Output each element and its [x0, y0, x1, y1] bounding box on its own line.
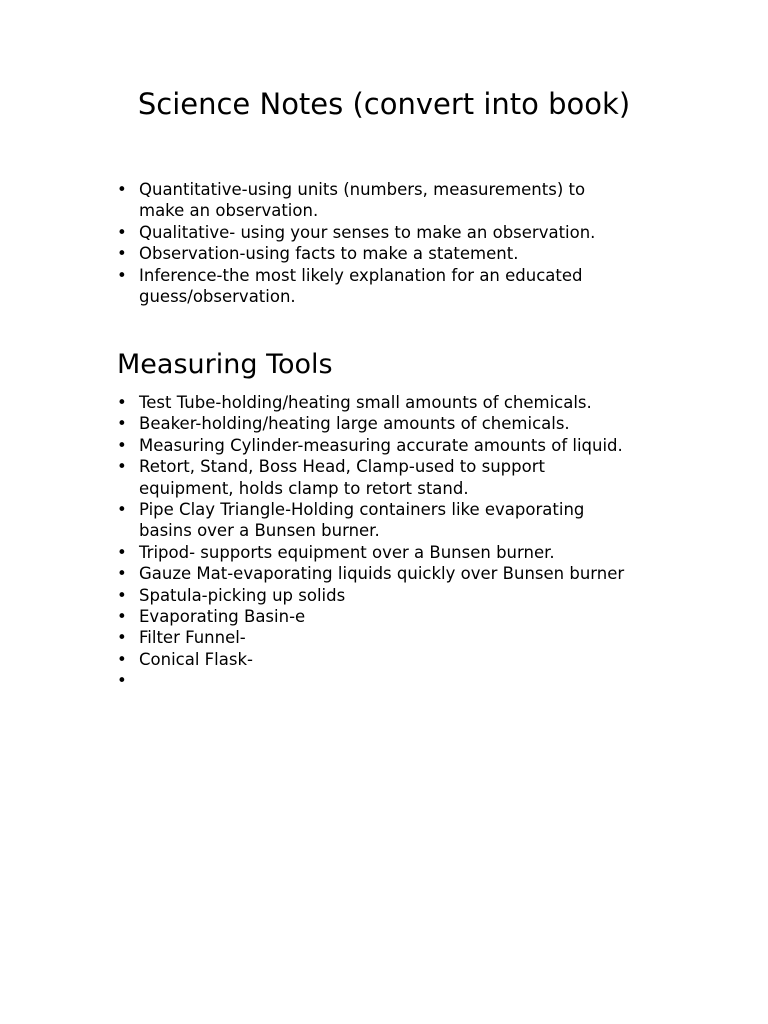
- list-item: [117, 413, 717, 434]
- bullet-icon: •: [117, 244, 127, 264]
- list-item: [117, 265, 717, 308]
- bullet-icon: •: [117, 414, 127, 434]
- measuring-tools-list: [117, 392, 717, 692]
- list-item-text-continued: equipment, holds clamp to retort stand.: [139, 478, 469, 498]
- list-item-text: Pipe Clay Triangle-Holding containers like evaporating: [139, 500, 585, 520]
- bullet-icon: •: [117, 628, 127, 648]
- bullet-icon: •: [117, 585, 127, 605]
- list-item-text: Tripod- supports equipment over a Bunsen burner.: [139, 542, 555, 562]
- bullet-icon: •: [117, 222, 127, 242]
- bullet-icon: •: [117, 500, 127, 520]
- bullet-icon: •: [117, 265, 127, 285]
- list-item-text: Spatula-picking up solids: [139, 585, 346, 605]
- list-item-text-continued: guess/observation.: [139, 287, 296, 307]
- bullet-icon: •: [117, 564, 127, 584]
- list-item-text: Test Tube-holding/heating small amounts of chemicals.: [139, 393, 592, 412]
- bullet-icon: •: [117, 435, 127, 455]
- list-item-text: Qualitative- using your senses to make an observation.: [139, 222, 596, 242]
- list-item-text: Filter Funnel-: [139, 628, 246, 648]
- list-item: [117, 563, 717, 584]
- section-heading-measuring-tools: Measuring Tools: [117, 349, 333, 380]
- bullet-icon: •: [117, 542, 127, 562]
- bullet-icon: •: [117, 393, 127, 412]
- list-item-text-continued: basins over a Bunsen burner.: [139, 521, 380, 541]
- bullet-icon: •: [117, 607, 127, 627]
- list-item: [117, 243, 717, 264]
- list-item: [117, 670, 717, 691]
- list-item: [117, 649, 717, 670]
- list-item: [117, 179, 717, 222]
- bullet-icon: •: [117, 649, 127, 669]
- list-item: [117, 499, 717, 542]
- list-item: [117, 435, 717, 456]
- page-title: Science Notes (convert into book): [137, 87, 631, 121]
- observation-notes-list: [117, 179, 717, 307]
- list-item-text: Quantitative-using units (numbers, measurements) to: [139, 180, 586, 199]
- list-item-text: Evaporating Basin-e: [139, 607, 306, 627]
- list-item: [117, 222, 717, 243]
- list-item-text: Conical Flask-: [139, 649, 253, 669]
- list-item: [117, 456, 717, 499]
- list-item: [117, 606, 717, 627]
- list-item-text: Measuring Cylinder-measuring accurate amounts of liquid.: [139, 435, 623, 455]
- list-item-text: Retort, Stand, Boss Head, Clamp-used to support: [139, 457, 545, 477]
- bullet-icon: •: [117, 671, 127, 691]
- list-item-text: Beaker-holding/heating large amounts of chemicals.: [139, 414, 570, 434]
- list-item: [117, 392, 717, 413]
- list-item: [117, 627, 717, 648]
- bullet-icon: •: [117, 457, 127, 477]
- list-item: [117, 542, 717, 563]
- list-item-text: Observation-using facts to make a statement.: [139, 244, 519, 264]
- list-item-text: Inference-the most likely explanation for an educated: [139, 265, 583, 285]
- list-item-text: Gauze Mat-evaporating liquids quickly over Bunsen burner: [139, 564, 625, 584]
- bullet-icon: •: [117, 180, 127, 199]
- list-item-text-continued: make an observation.: [139, 201, 319, 221]
- list-item: [117, 585, 717, 606]
